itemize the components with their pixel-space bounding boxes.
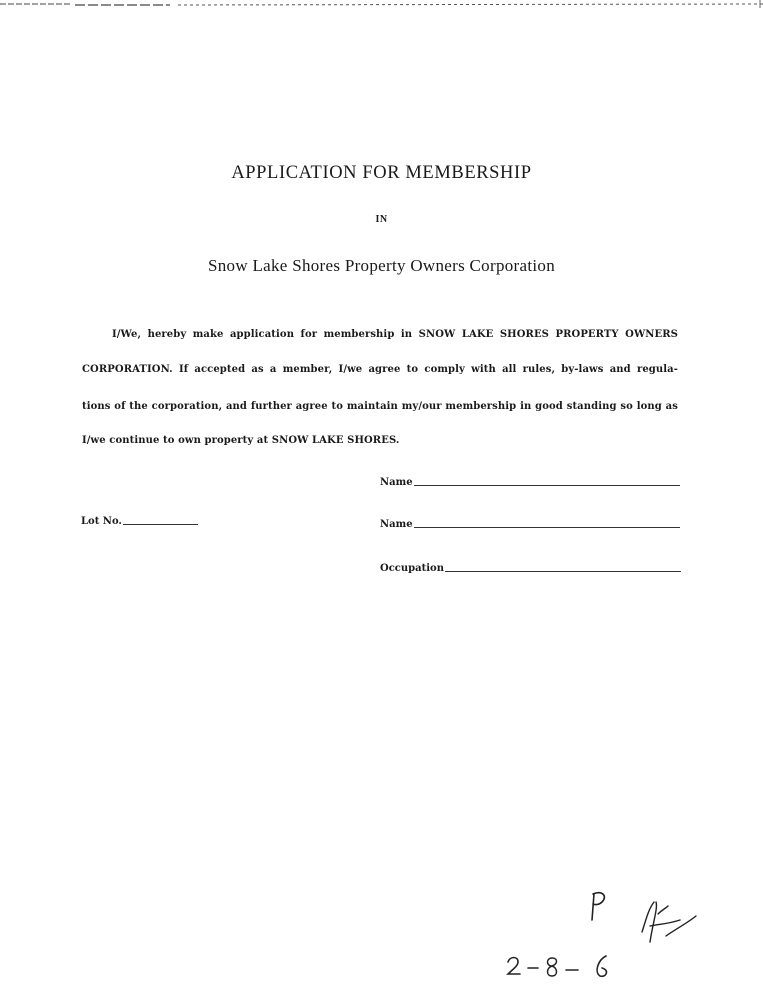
name-field-1-blank[interactable] [414,484,680,486]
occupation-label: Occupation [380,563,444,574]
occupation-field[interactable] [380,563,681,574]
scan-edge-artifact [0,0,763,8]
name-field-2[interactable] [380,519,680,530]
lot-number-field[interactable] [81,516,198,527]
name-field-1[interactable] [380,477,680,488]
body-line-2: CORPORATION. If accepted as a member, I/we agree to comply with all rules, by-laws and regula- [82,364,678,375]
name-field-1-label: Name [380,477,413,488]
name-field-2-label: Name [380,519,413,530]
title-connector: IN [375,214,388,225]
body-line-4: I/we continue to own property at SNOW LAKE SHORES. [82,435,400,446]
body-line-1: I/We, hereby make application for membership in SNOW LAKE SHORES PROPERTY OWNERS [112,329,678,340]
lot-number-label: Lot No. [81,516,122,527]
body-line-3: tions of the corporation, and further agree to maintain my/our membership in good standing so long as [82,401,678,412]
lot-number-blank[interactable] [123,523,198,525]
handwritten-note [490,880,710,980]
occupation-blank[interactable] [445,570,681,572]
name-field-2-blank[interactable] [414,526,680,528]
organization-name: Snow Lake Shores Property Owners Corporation [207,256,555,275]
page-title: APPLICATION FOR MEMBERSHIP [231,163,532,183]
